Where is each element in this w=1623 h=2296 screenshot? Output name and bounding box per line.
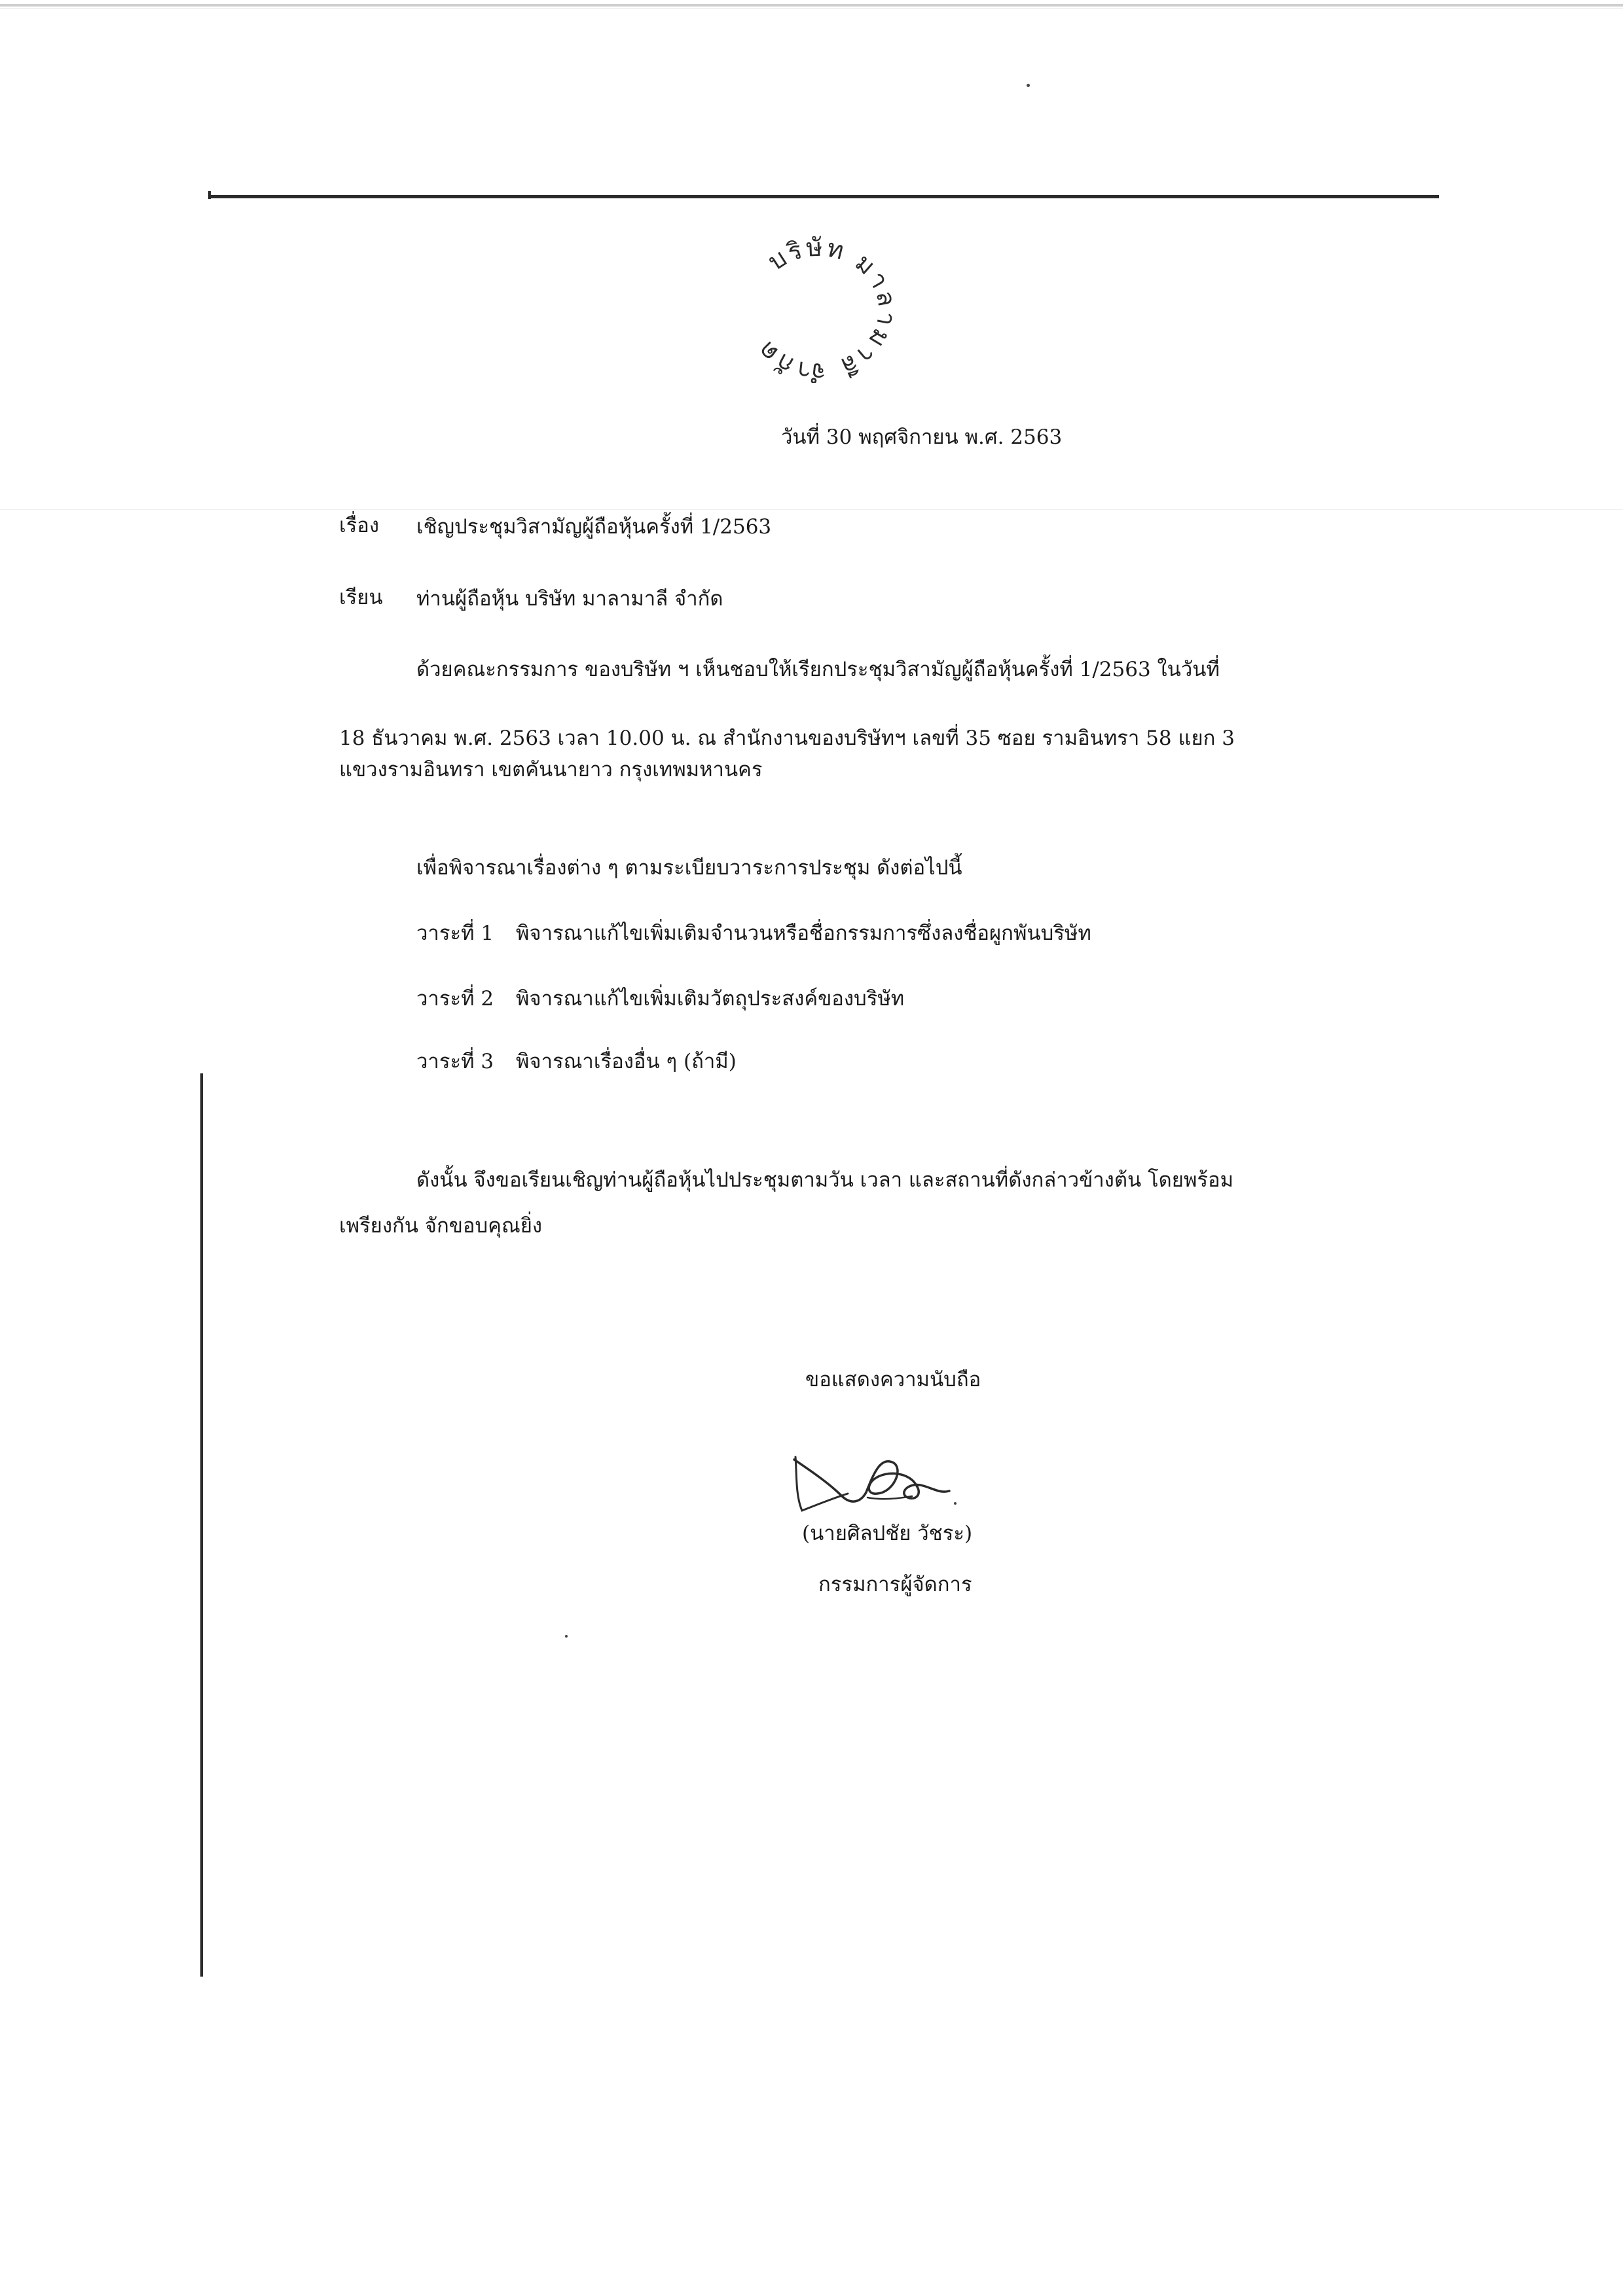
agenda-intro: เพื่อพิจารณาเรื่องต่าง ๆ ตามระเบียบวาระการประชุม ดังต่อไปนี้ (416, 856, 962, 880)
signer-name: (นายศิลปชัย วัชระ) (802, 1522, 973, 1545)
agenda-item-3-label: วาระที่ 3 (416, 1050, 494, 1073)
signer-title: กรรมการผู้จัดการ (818, 1573, 972, 1596)
agenda-item-3-text: พิจารณาเรื่องอื่น ๆ (ถ้ามี) (516, 1050, 737, 1073)
letterhead-rule (208, 195, 1439, 198)
closing-line-1: ดังนั้น จึงขอเรียนเชิญท่านผู้ถือหุ้นไปประชุมตามวัน เวลา และสถานที่ดังกล่าวข้างต้น โดยพร้อม (416, 1168, 1234, 1192)
left-margin-line (200, 1073, 203, 1977)
scan-speck (565, 1635, 568, 1638)
recipient-label: เรียน (339, 586, 383, 609)
body-line-2: 18 ธันวาคม พ.ศ. 2563 เวลา 10.00 น. ณ สำนักงานของบริษัทฯ เลขที่ 35 ซอย รามอินทรา 58 แยก 3 (339, 726, 1235, 750)
scan-edge-top-faint (0, 8, 1623, 9)
body-line-3: แขวงรามอินทรา เขตคันนายาว กรุงเทพมหานคร (339, 758, 763, 781)
subject-label: เรื่อง (339, 514, 380, 537)
body-line-1: ด้วยคณะกรรมการ ของบริษัท ฯ เห็นชอบให้เรียกประชุมวิสามัญผู้ถือหุ้นครั้งที่ 1/2563 ในวันที่ (416, 658, 1220, 681)
scan-edge-top (0, 4, 1623, 7)
scan-faint-line (0, 509, 1623, 510)
agenda-item-2-text: พิจารณาแก้ไขเพิ่มเติมวัตถุประสงค์ของบริษัท (516, 987, 905, 1011)
date-line: วันที่ 30 พฤศจิกายน พ.ศ. 2563 (781, 425, 1063, 449)
svg-text:บริษัท มาลามาลี จำกัด: บริษัท มาลามาลี จำกัด (750, 232, 902, 383)
recipient-value: ท่านผู้ถือหุ้น บริษัท มาลามาลี จำกัด (416, 587, 723, 611)
subject-value: เชิญประชุมวิสามัญผู้ถือหุ้นครั้งที่ 1/2563 (416, 515, 772, 539)
sign-off: ขอแสดงความนับถือ (805, 1368, 981, 1391)
agenda-item-1-text: พิจารณาแก้ไขเพิ่มเติมจำนวนหรือชื่อกรรมการซึ่งลงชื่อผูกพันบริษัท (516, 922, 1091, 945)
company-seal (727, 232, 910, 383)
letterhead-rule-tick (208, 191, 211, 199)
agenda-item-1-label: วาระที่ 1 (416, 922, 494, 945)
scan-speck (1027, 84, 1030, 87)
closing-line-2: เพรียงกัน จักขอบคุณยิ่ง (339, 1214, 543, 1238)
handwritten-signature (789, 1433, 972, 1518)
agenda-item-2-label: วาระที่ 2 (416, 987, 494, 1011)
